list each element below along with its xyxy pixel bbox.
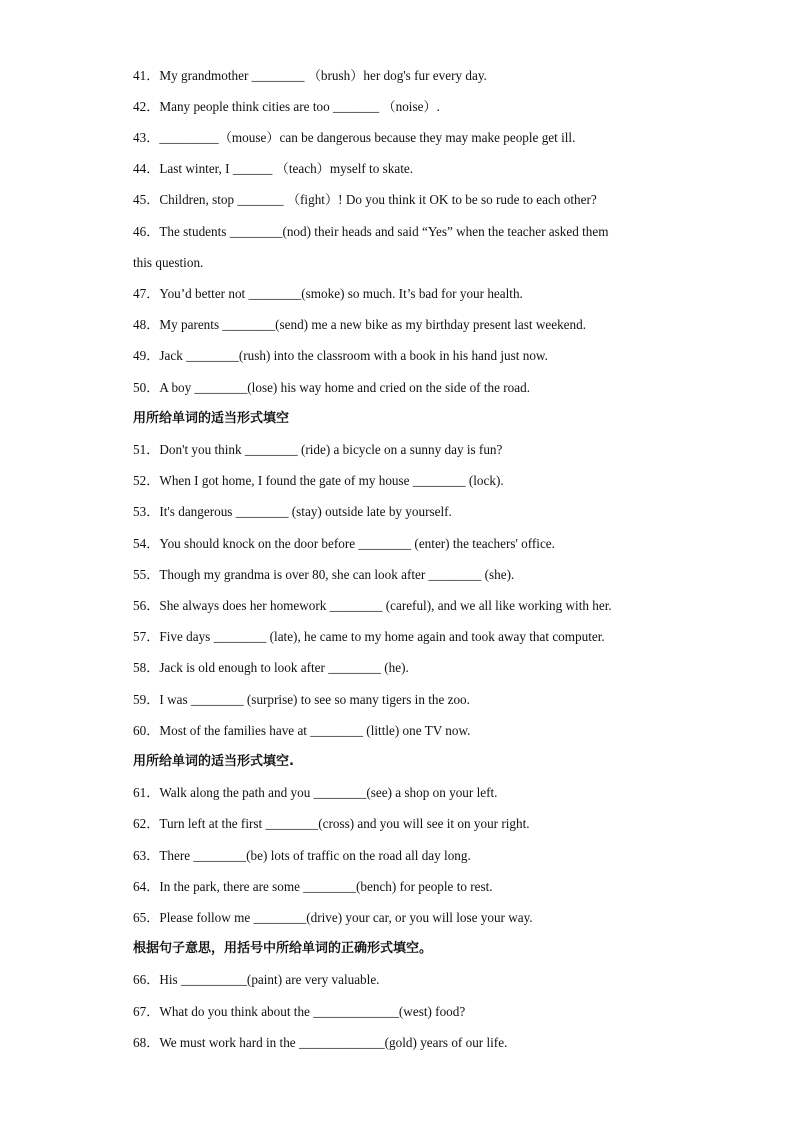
- question-63: 63．There ________(be) lots of traffic on the road all day long.: [133, 848, 471, 863]
- question-41: 41．My grandmother ________ （brush）her dog's fur every day.: [133, 68, 487, 83]
- question-64: 64．In the park, there are some ________(bench) for people to rest.: [133, 879, 493, 894]
- question-50: 50．A boy ________(lose) his way home and cried on the side of the road.: [133, 380, 531, 395]
- question-62: 62．Turn left at the first ________(cross) and you will see it on your right.: [133, 816, 530, 831]
- question-51: 51．Don't you think ________ (ride) a bicycle on a sunny day is fun?: [133, 442, 503, 457]
- question-67: 67．What do you think about the _____________(west) food?: [133, 1004, 466, 1019]
- question-43: 43．_________（mouse）can be dangerous because they may make people get ill.: [133, 130, 576, 145]
- question-54: 54．You should knock on the door before ________ (enter) the teachers' office.: [133, 536, 555, 551]
- question-61: 61．Walk along the path and you ________(see) a shop on your left.: [133, 785, 498, 800]
- question-44: 44．Last winter, I ______ （teach）myself to skate.: [133, 161, 414, 176]
- question-42: 42．Many people think cities are too _______ （noise）.: [133, 99, 440, 114]
- question-60: 60．Most of the families have at ________ (little) one TV now.: [133, 723, 471, 738]
- question-59: 59．I was ________ (surprise) to see so many tigers in the zoo.: [133, 692, 470, 707]
- question-56: 56．She always does her homework ________ (careful), and we all like working with her.: [133, 598, 612, 613]
- question-47: 47．You’d better not ________(smoke) so much. It’s bad for your health.: [133, 286, 523, 301]
- question-57: 57．Five days ________ (late), he came to my home again and took away that computer.: [133, 629, 605, 644]
- question-45: 45．Children, stop _______ （fight）! Do you think it OK to be so rude to each other?: [133, 192, 597, 207]
- section-heading-1: 用所给单词的适当形式填空: [133, 411, 290, 426]
- question-49: 49．Jack ________(rush) into the classroom with a book in his hand just now.: [133, 348, 548, 363]
- question-68: 68．We must work hard in the _____________(gold) years of our life.: [133, 1035, 508, 1050]
- question-65: 65．Please follow me ________(drive) your car, or you will lose your way.: [133, 910, 533, 925]
- question-48: 48．My parents ________(send) me a new bike as my birthday present last weekend.: [133, 317, 587, 332]
- question-52: 52．When I got home, I found the gate of my house ________ (lock).: [133, 473, 504, 488]
- section-heading-2: 用所给单词的适当形式填空.: [133, 754, 294, 769]
- section-heading-3: 根据句子意思，用括号中所给单词的正确形式填空。: [133, 941, 433, 956]
- question-46-continued: this question.: [133, 255, 204, 270]
- question-53: 53．It's dangerous ________ (stay) outside late by yourself.: [133, 504, 452, 519]
- question-55: 55．Though my grandma is over 80, she can look after ________ (she).: [133, 567, 515, 582]
- question-66: 66．His __________(paint) are very valuable.: [133, 972, 380, 987]
- question-46: 46．The students ________(nod) their heads and said “Yes” when the teacher asked them: [133, 224, 609, 239]
- question-58: 58．Jack is old enough to look after ________ (he).: [133, 660, 409, 675]
